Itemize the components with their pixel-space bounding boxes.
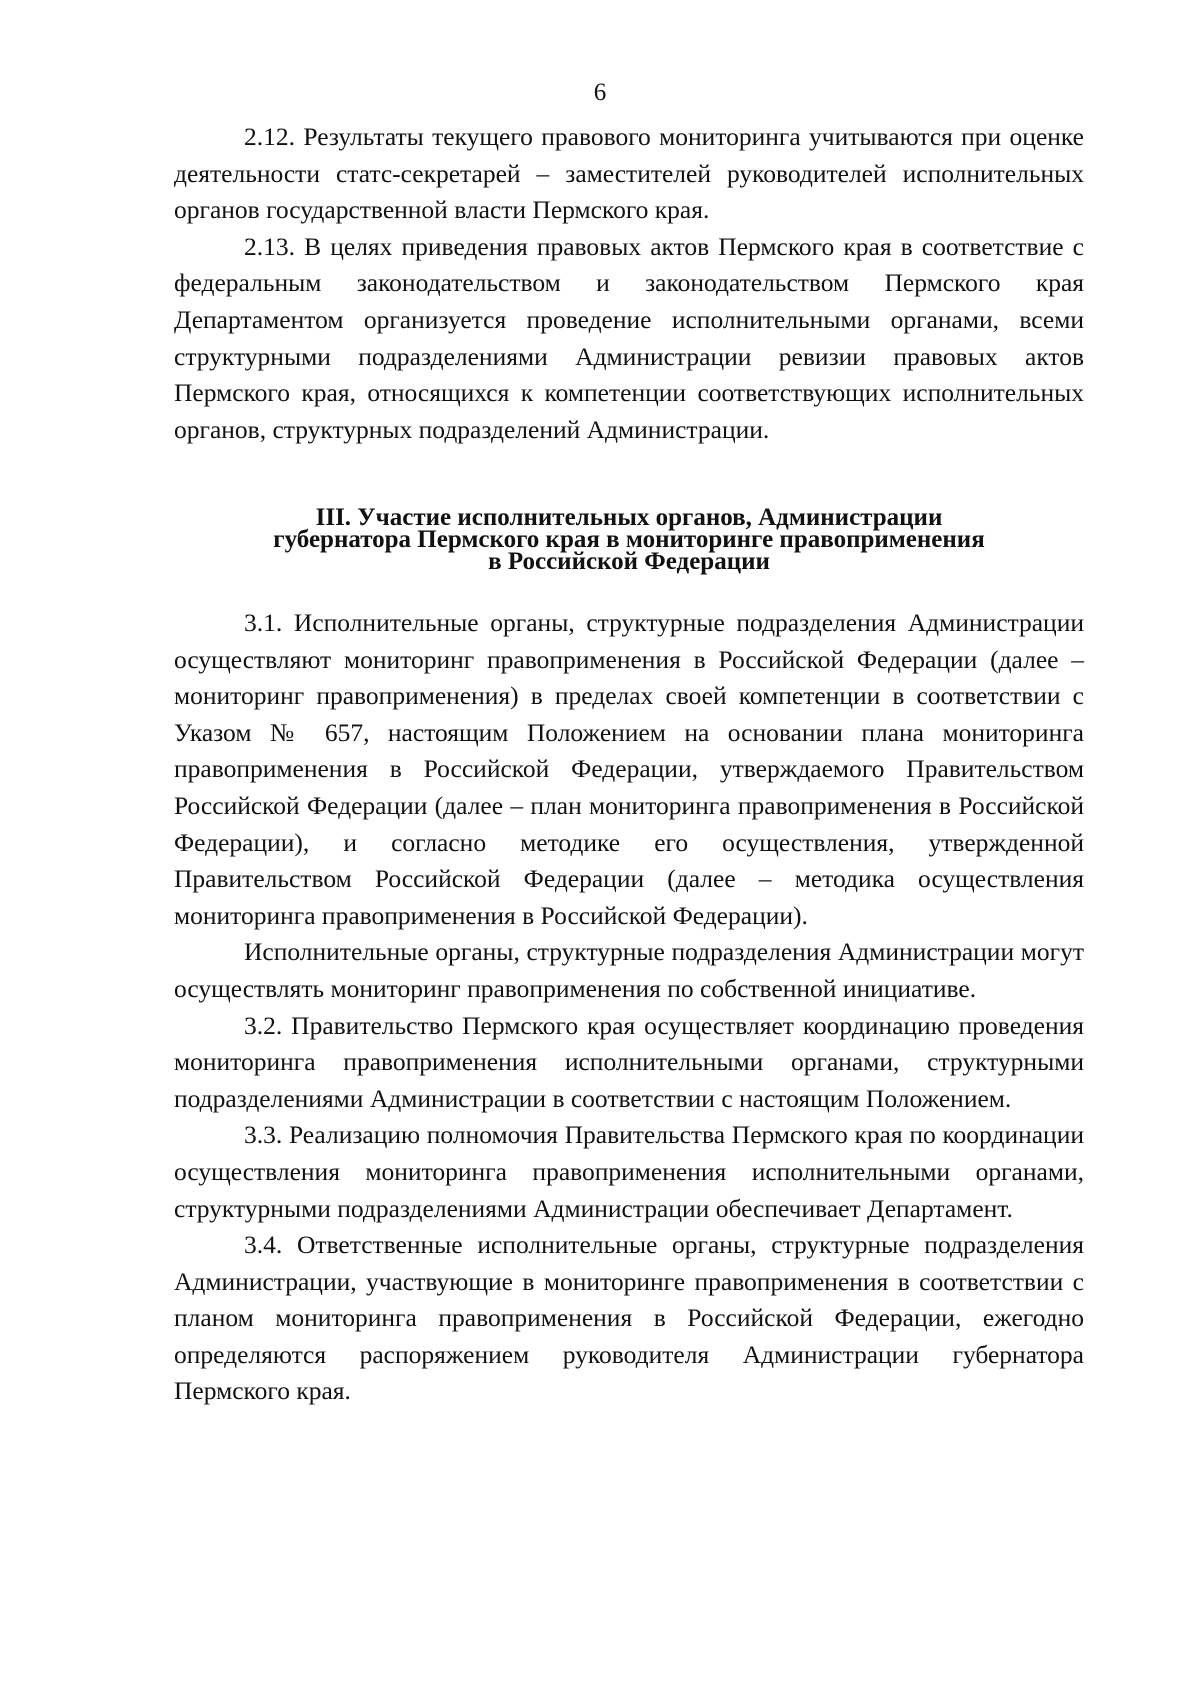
paragraph-3-2: 3.2. Правительство Пермского края осуществляет координацию проведения мониторинга правоприменения исполнительными органами, структурными подразделениями Администрации в соответствии с настоящим Положением. [174, 1010, 1084, 1113]
paragraph-3-3: 3.3. Реализацию полномочия Правительства Пермского края по координации осуществления мониторинга правоприменения исполнительными органами, структурными подразделениями Администрации обеспечивает Департамент. [174, 1120, 1084, 1223]
section-3-heading [174, 504, 1084, 575]
paragraph-3-1-initiative: Исполнительные органы, структурные подразделения Администрации могут осуществлять мониторинг правоприменения по собственной инициативе. [174, 937, 1084, 1003]
heading-line-3: в Российской Федерации [488, 548, 770, 575]
heading-line-2: губернатора Пермского края в мониторинге правоприменения [273, 526, 985, 553]
page-number: 6 [593, 79, 607, 106]
paragraph-2-13: 2.13. В целях приведения правовых актов Пермского края в соответствие с федеральным законодательством и законодательством Пермского края Департаментом организуется проведение исполнительными органами, всеми структурными подразделениями Администрации ревизии правовых актов Пермского края, относящихся к компетенции соответствующих исполнительных органов, структурных подразделений Администрации. [174, 231, 1084, 444]
heading-line-1: III. Участие исполнительных органов, Администрации [315, 504, 943, 531]
paragraph-2-12: 2.12. Результаты текущего правового мониторинга учитываются при оценке деятельности статс-секретарей – заместителей руководителей исполнительных органов государственной власти Пермского края. [174, 122, 1084, 225]
section-2-body [174, 119, 1084, 448]
paragraph-3-1: 3.1. Исполнительные органы, структурные подразделения Администрации осуществляют мониторинг правоприменения в Российской Федерации (далее – мониторинг правоприменения) в пределах своей компетенции в соответствии с Указом № 657, настоящим Положением на основании плана мониторинга правоприменения в Российской Федерации, утверждаемого Правительством Российской Федерации (далее – план мониторинга правоприменения в Российской Федерации), и согласно методике его осуществления, утвержденной Правительством Российской Федерации (далее – методика осуществления мониторинга правоприменения в Российской Федерации). [174, 608, 1084, 930]
paragraph-3-4: 3.4. Ответственные исполнительные органы, структурные подразделения Администрации, участвующие в мониторинге правоприменения в соответствии с планом мониторинга правоприменения в Российской Федерации, ежегодно определяются распоряжением руководителя Администрации губернатора Пермского края. [174, 1230, 1084, 1406]
section-3-body [174, 605, 1084, 1410]
